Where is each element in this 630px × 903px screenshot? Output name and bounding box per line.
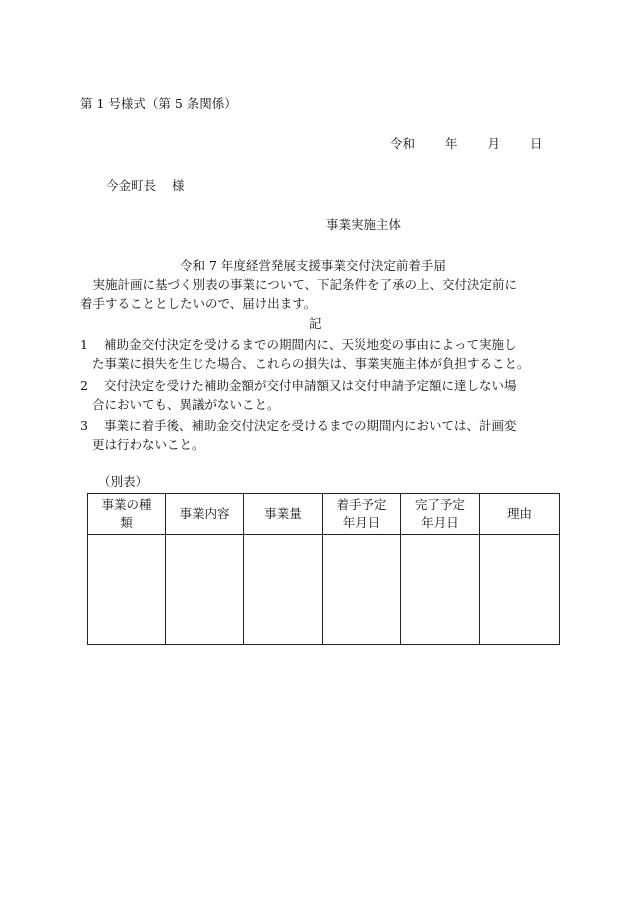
form-number-title: 第 1 号様式（第 5 条関係）: [80, 96, 237, 111]
condition-text-line-2: 合においても、異議がないこと。: [92, 397, 280, 412]
table-caption: （別表）: [98, 474, 149, 489]
date-day: 日: [530, 136, 543, 151]
document-title: 令和 7 年度経営発展支援事業交付決定前着手届: [180, 258, 446, 273]
cell-start-date: [323, 535, 401, 645]
header-business-type: 事業の種 類: [88, 494, 166, 535]
condition-text-line-1: 交付決定を受けた補助金額が交付申請額又は交付申請予定額に達しない場: [104, 378, 517, 393]
body-text-line-2: 着手することとしたいので、届け出ます。: [80, 296, 317, 311]
addressee-honorific: 様: [172, 178, 185, 193]
cell-business-type: [88, 535, 166, 645]
condition-text-line-2: 更は行わないこと。: [92, 437, 205, 452]
condition-number: 2: [80, 378, 88, 393]
date-era: 令和: [390, 136, 416, 151]
date-year: 年: [445, 136, 458, 151]
header-start-date: 着手予定 年月日: [323, 494, 401, 535]
cell-business-content: [166, 535, 244, 645]
addressee-name: 今金町長: [106, 178, 157, 193]
condition-text-line-2: た事業に損失を生じた場合、これらの損失は、事業実施主体が負担すること。: [92, 356, 530, 371]
applicant-label: 事業実施主体: [326, 217, 402, 232]
condition-number: 1: [80, 337, 88, 352]
date-line: [390, 136, 543, 152]
condition-text-line-1: 補助金交付決定を受けるまでの期間内に、天災地変の事由によって実施し: [104, 337, 517, 352]
cell-business-volume: [244, 535, 323, 645]
cell-completion-date: [401, 535, 480, 645]
body-text-line-1: 実施計画に基づく別表の事業について、下記条件を了承の上、交付決定前に: [80, 277, 518, 292]
date-month: 月: [487, 136, 501, 151]
cell-reason: [480, 535, 560, 645]
schedule-table: [87, 493, 560, 645]
condition-text-line-1: 事業に着手後、補助金交付決定を受けるまでの期間内においては、計画変: [104, 418, 517, 433]
header-completion-date: 完了予定 年月日: [401, 494, 480, 535]
header-business-volume: 事業量: [244, 494, 323, 535]
table-header-row: [88, 494, 560, 535]
header-business-content: 事業内容: [166, 494, 244, 535]
addressee: [106, 178, 185, 194]
condition-number: 3: [80, 418, 88, 433]
table-row: [88, 535, 560, 645]
header-reason: 理由: [480, 494, 560, 535]
ki-heading: 記: [309, 316, 322, 331]
